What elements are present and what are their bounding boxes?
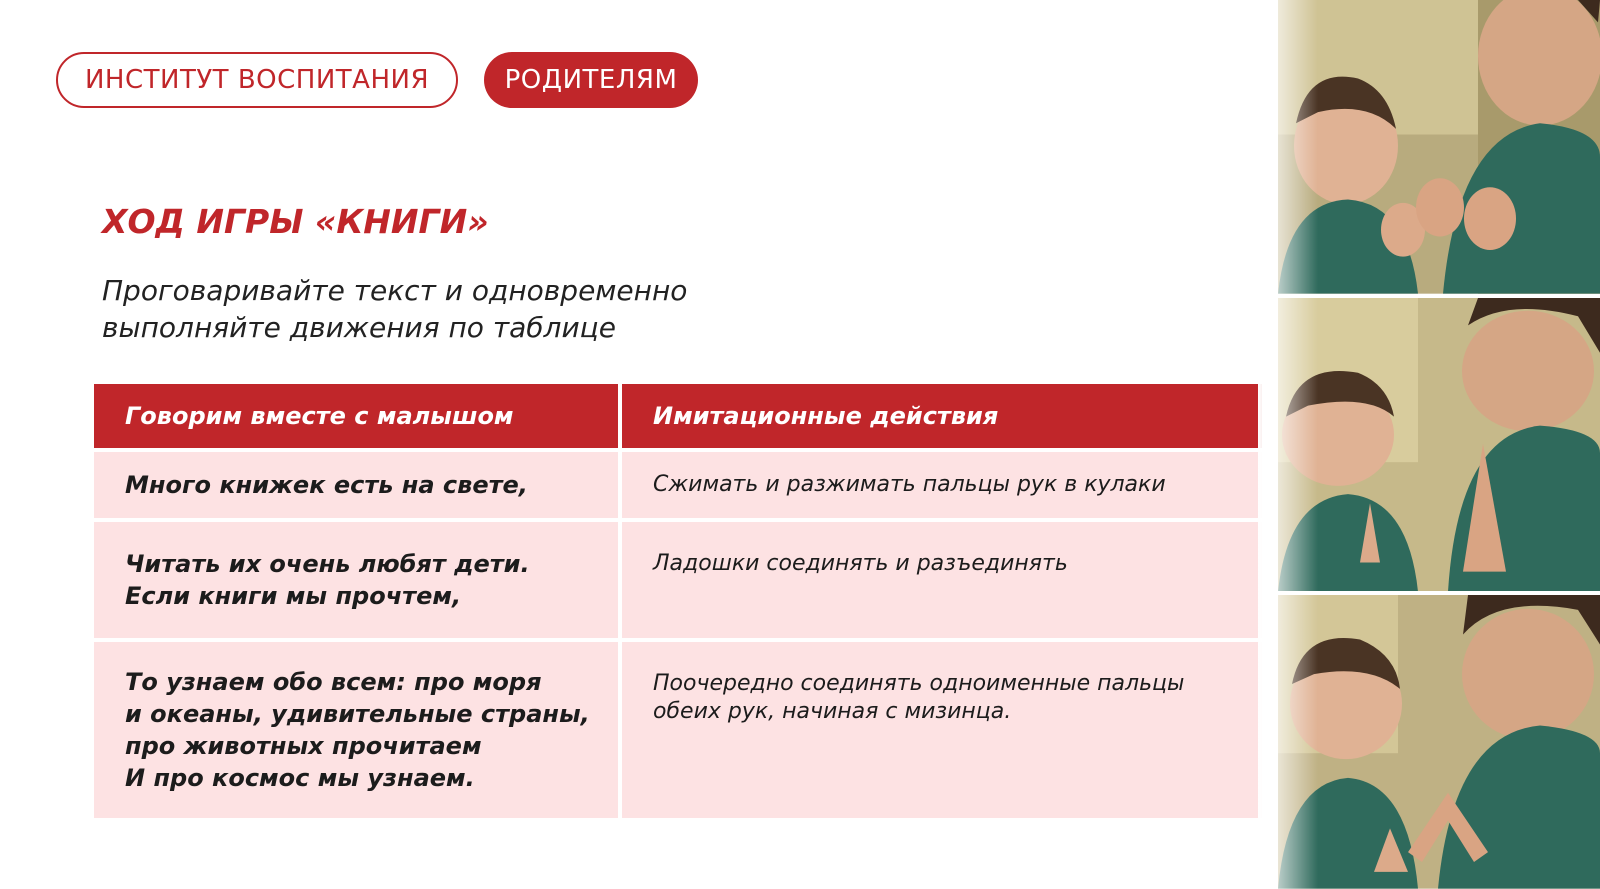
say-line: То узнаем обо всем: про моря (125, 668, 542, 696)
table-row-3-action (622, 642, 1262, 818)
institute-badge[interactable]: ИНСТИТУТ ВОСПИТАНИЯ (56, 52, 458, 108)
table-header-action: Имитационные действия (622, 384, 1262, 448)
game-table (94, 384, 1260, 818)
photo-strip (1278, 0, 1600, 889)
say-line: И про космос мы узнаем. (125, 764, 475, 792)
table-row-2-say (94, 522, 618, 638)
photo-fade-edge (1258, 0, 1318, 889)
action-line: Ладошки соединять и разъединять (653, 551, 1068, 576)
subtitle-line-1: Проговаривайте текст и одновременно (102, 274, 688, 307)
parents-badge[interactable]: РОДИТЕЛЯМ (484, 52, 698, 108)
table-row-3-say (94, 642, 618, 818)
table-row-1-say (94, 452, 618, 518)
page-subtitle (102, 272, 842, 346)
palms-photo (1278, 298, 1600, 592)
fingers-photo (1278, 595, 1600, 889)
say-line: про животных прочитаем (125, 732, 482, 760)
table-header-say: Говорим вместе с малышом (94, 384, 618, 448)
table-row-1-action (622, 452, 1262, 518)
action-line: Сжимать и разжимать пальцы рук в кулаки (653, 472, 1166, 497)
table-row-2-action (622, 522, 1262, 638)
action-line: обеих рук, начиная с мизинца. (653, 699, 1012, 724)
say-line: Читать их очень любят дети. (125, 550, 530, 578)
say-line: Много книжек есть на свете, (125, 471, 528, 499)
page-title: ХОД ИГРЫ «КНИГИ» (102, 202, 489, 241)
say-line: Если книги мы прочтем, (125, 582, 462, 610)
action-line: Поочередно соединять одноименные пальцы (653, 671, 1185, 696)
say-line: и океаны, удивительные страны, (125, 700, 590, 728)
fists-photo (1278, 0, 1600, 294)
subtitle-line-2: выполняйте движения по таблице (102, 311, 616, 344)
